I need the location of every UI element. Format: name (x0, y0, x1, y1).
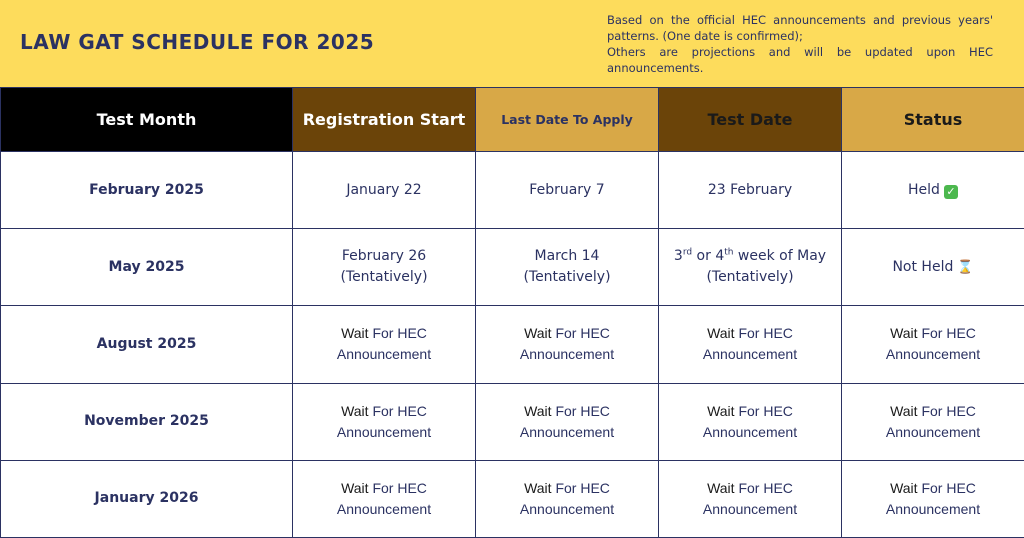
wait-cell: Wait For HEC Announcement (842, 460, 1024, 537)
note-line-2: Others are projections and will be updated upon HEC announcements. (607, 45, 993, 75)
wait-cell: Wait For HEC Announcement (659, 306, 842, 383)
column-header-status: Status (842, 88, 1024, 152)
check-mark-icon: ✓ (944, 185, 958, 199)
test-date-cell (659, 229, 842, 306)
registration-cell (293, 229, 476, 306)
row-month: August 2025 (1, 306, 293, 383)
test-date-cell: 23 February (659, 152, 842, 229)
status-text: Held (908, 181, 940, 198)
row-month: November 2025 (1, 383, 293, 460)
wait-cell: Wait For HEC Announcement (293, 306, 476, 383)
tentative-note: (Tentatively) (340, 269, 428, 286)
status-cell (842, 152, 1024, 229)
wait-cell: Wait For HEC Announcement (842, 383, 1024, 460)
table-row (1, 152, 1024, 229)
wait-cell: Wait For HEC Announcement (659, 460, 842, 537)
column-header-registration-start: Registration Start (293, 88, 476, 152)
test-week-end: week of May (733, 248, 827, 265)
page-title: LAW GAT SCHEDULE FOR 2025 (20, 30, 375, 54)
registration-cell: January 22 (293, 152, 476, 229)
wait-cell: Wait For HEC Announcement (659, 383, 842, 460)
status-cell (842, 229, 1024, 306)
wait-cell: Wait For HEC Announcement (476, 383, 659, 460)
test-week-a: 3 (673, 248, 683, 265)
row-month: January 2026 (1, 460, 293, 537)
column-header-last-date: Last Date To Apply (476, 88, 659, 152)
last-date-cell (476, 229, 659, 306)
registration-date: February 26 (341, 248, 427, 265)
table-row (1, 306, 1024, 383)
table-row (1, 229, 1024, 306)
column-header-test-month: Test Month (1, 88, 293, 152)
wait-cell: Wait For HEC Announcement (293, 383, 476, 460)
schedule-note (607, 12, 993, 76)
tentative-note: (Tentatively) (523, 269, 611, 286)
hourglass-icon: ⌛ (957, 259, 974, 275)
wait-cell: Wait For HEC Announcement (293, 460, 476, 537)
wait-cell: Wait For HEC Announcement (476, 460, 659, 537)
table-row (1, 383, 1024, 460)
table-row (1, 460, 1024, 537)
tentative-note: (Tentatively) (706, 269, 794, 286)
schedule-table (0, 87, 1024, 538)
ordinal-suffix: rd (682, 247, 693, 258)
ordinal-suffix: th (724, 247, 734, 258)
row-month: May 2025 (1, 229, 293, 306)
last-date: March 14 (534, 248, 600, 265)
wait-cell: Wait For HEC Announcement (476, 306, 659, 383)
last-date-cell: February 7 (476, 152, 659, 229)
test-week-mid: or 4 (692, 248, 725, 265)
header-row (1, 88, 1024, 152)
column-header-test-date: Test Date (659, 88, 842, 152)
row-month: February 2025 (1, 152, 293, 229)
status-text: Not Held (892, 258, 954, 275)
wait-cell: Wait For HEC Announcement (842, 306, 1024, 383)
note-line-1: Based on the official HEC announcements and previous years' patterns. (One date is confirmed); (607, 13, 993, 43)
